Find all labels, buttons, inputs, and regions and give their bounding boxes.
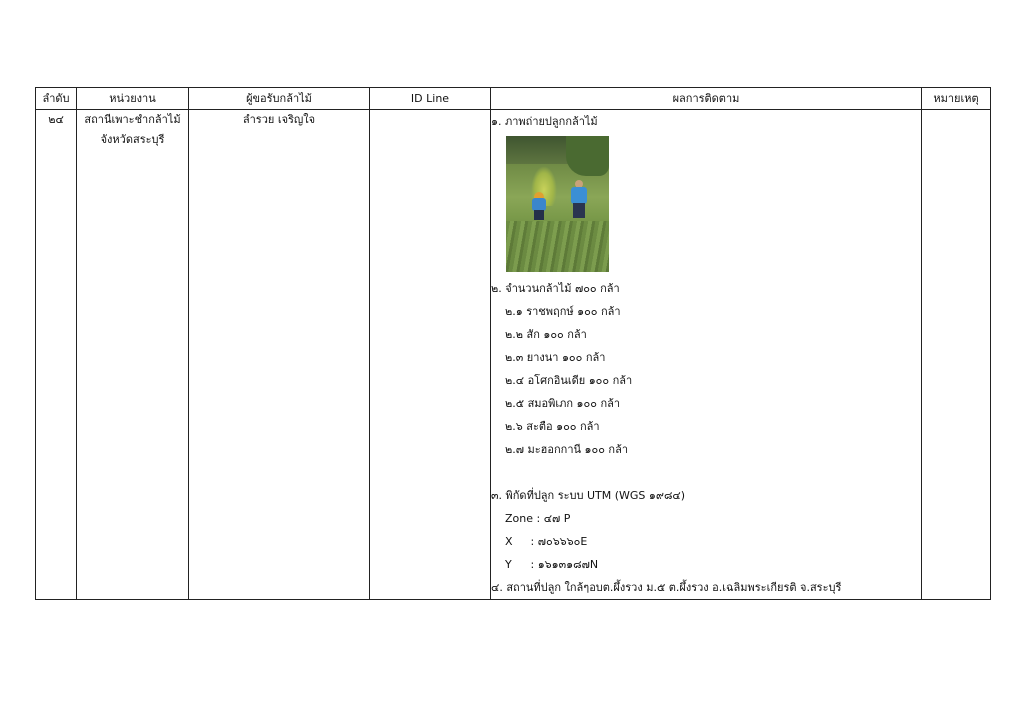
cell-seq: ๒๔ bbox=[36, 110, 77, 600]
utm-y-value: : ๑๖๑๓๑๘๗N bbox=[530, 558, 599, 571]
utm-x bbox=[491, 530, 921, 553]
utm-y-label: Y bbox=[505, 558, 512, 571]
utm-x-value: : ๗๐๖๖๖๐E bbox=[530, 535, 588, 548]
cell-id-line bbox=[370, 110, 491, 600]
seedling-item: ๒.๓ ยางนา ๑๐๐ กล้า bbox=[505, 351, 606, 364]
header-unit: หน่วยงาน bbox=[77, 88, 189, 110]
planting-photo bbox=[506, 136, 609, 272]
cell-recipient: ลำรวย เจริญใจ bbox=[189, 110, 370, 600]
seedling-item: ๒.๔ อโศกอินเดีย ๑๐๐ กล้า bbox=[505, 374, 633, 387]
header-results: ผลการติดตาม bbox=[491, 88, 922, 110]
cell-remarks bbox=[922, 110, 991, 600]
follow-up-table bbox=[35, 87, 991, 600]
seedling-item: ๒.๖ สะตือ ๑๐๐ กล้า bbox=[505, 420, 600, 433]
seedling-item: ๒.๕ สมอพิเภก ๑๐๐ กล้า bbox=[505, 397, 621, 410]
utm-zone: Zone : ๔๗ P bbox=[505, 512, 571, 525]
unit-line-2: จังหวัดสระบุรี bbox=[100, 133, 165, 146]
seedling-total: ๒. จำนวนกล้าไม้ ๗๐๐ กล้า bbox=[491, 282, 620, 295]
cell-unit bbox=[77, 110, 189, 600]
header-row bbox=[36, 88, 991, 110]
planting-location: ๔. สถานที่ปลูก ใกล้ๆอบต.ผึ้งรวง ม.๕ ต.ผึ้งรวง อ.เฉลิมพระเกียรติ จ.สระบุรี bbox=[491, 581, 842, 594]
photo-heading: ๑. ภาพถ่ายปลูกกล้าไม้ bbox=[491, 115, 598, 128]
cell-results bbox=[491, 110, 922, 600]
utm-x-label: X bbox=[505, 535, 513, 548]
utm-y bbox=[491, 553, 921, 576]
seedling-item: ๒.๑ ราชพฤกษ์ ๑๐๐ กล้า bbox=[505, 305, 621, 318]
seedling-item: ๒.๒ สัก ๑๐๐ กล้า bbox=[505, 328, 587, 341]
spacer bbox=[491, 461, 921, 484]
header-seq: ลำดับ bbox=[36, 88, 77, 110]
header-recipient: ผู้ขอรับกล้าไม้ bbox=[189, 88, 370, 110]
header-id-line: ID Line bbox=[370, 88, 491, 110]
table-row bbox=[36, 110, 991, 600]
coord-heading: ๓. พิกัดที่ปลูก ระบบ UTM (WGS ๑๙๘๔) bbox=[491, 489, 686, 502]
unit-line-1: สถานีเพาะชำกล้าไม้ bbox=[84, 113, 181, 126]
header-remarks: หมายเหตุ bbox=[922, 88, 991, 110]
seedling-item: ๒.๗ มะฮอกกานี ๑๐๐ กล้า bbox=[505, 443, 628, 456]
